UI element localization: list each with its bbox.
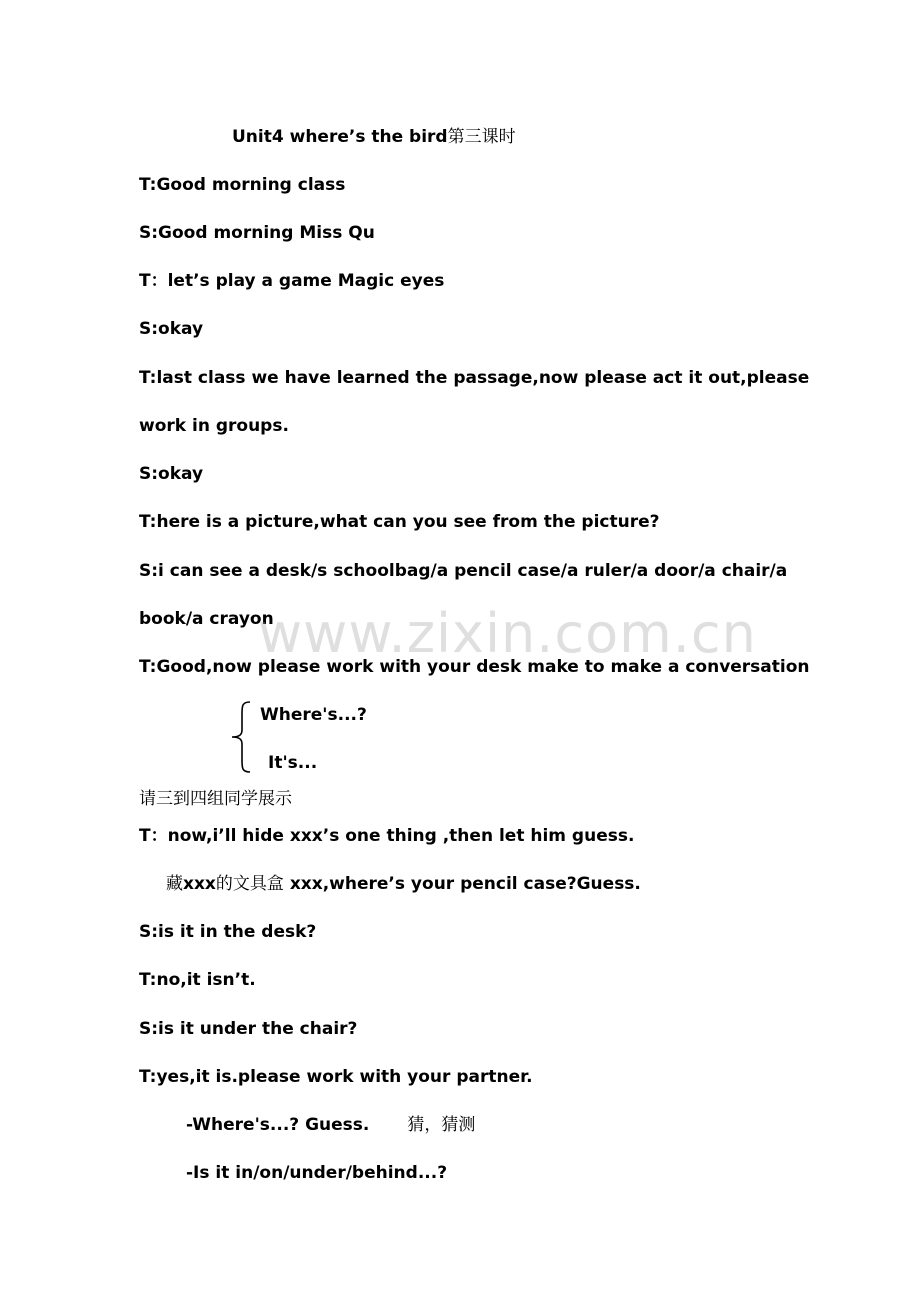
dialogue-line-16: T:yes,it is.please work with your partner. xyxy=(139,1067,533,1087)
dialogue-line-9: T:Good,now please work with your desk make to make a conversation xyxy=(139,657,810,677)
dialogue-line-1: T:Good morning class xyxy=(139,175,346,195)
dialogue-line-7: T:here is a picture,what can you see from the picture? xyxy=(139,512,660,532)
dialogue-line-8a: S:i can see a desk/s schoolbag/a pencil case/a ruler/a door/a chair/a xyxy=(139,561,788,581)
dialogue-line-12 xyxy=(166,873,641,895)
dialogue-line-5b: work in groups. xyxy=(139,416,289,436)
dialogue-line-15: S:is it under the chair? xyxy=(139,1019,358,1039)
line-17-cn: 猜，猜测 xyxy=(407,1115,476,1135)
dialogue-line-5a: T:last class we have learned the passage,now please act it out,please xyxy=(139,368,810,388)
dialogue-line-10: 请三到四组同学展示 xyxy=(139,789,292,809)
line-12-en-2: xxx,where’s your pencil case?Guess. xyxy=(289,874,641,894)
dialogue-line-13: S:is it in the desk? xyxy=(139,922,317,942)
line-12-cn-1: 藏 xyxy=(166,874,183,894)
dialogue-line-14: T:no,it isn’t. xyxy=(139,970,256,990)
lesson-title-en: Unit4 where’s the bird xyxy=(232,127,448,147)
curly-brace-icon xyxy=(228,700,256,774)
lesson-title xyxy=(232,126,516,148)
lesson-title-cn: 第三课时 xyxy=(447,127,516,147)
dialogue-line-2: S:Good morning Miss Qu xyxy=(139,223,375,243)
dialogue-line-6: S:okay xyxy=(139,464,204,484)
dialogue-line-18: -Is it in/on/under/behind...? xyxy=(186,1163,448,1183)
pattern-where: Where's...? xyxy=(260,705,367,725)
dialogue-line-3: T：let’s play a game Magic eyes xyxy=(139,271,445,291)
dialogue-line-4: S:okay xyxy=(139,319,204,339)
watermark: www.zixin.com.cn xyxy=(258,602,757,665)
line-17-en: -Where's...? Guess. xyxy=(186,1115,370,1135)
dialogue-line-17 xyxy=(186,1114,475,1136)
pattern-its: It's... xyxy=(268,753,318,773)
line-12-cn-2: 的文具盒 xyxy=(215,874,284,894)
dialogue-line-11: T：now,i’ll hide xxx’s one thing ,then let him guess. xyxy=(139,826,635,846)
dialogue-line-8b: book/a crayon xyxy=(139,609,274,629)
line-12-en-1: xxx xyxy=(183,874,216,894)
